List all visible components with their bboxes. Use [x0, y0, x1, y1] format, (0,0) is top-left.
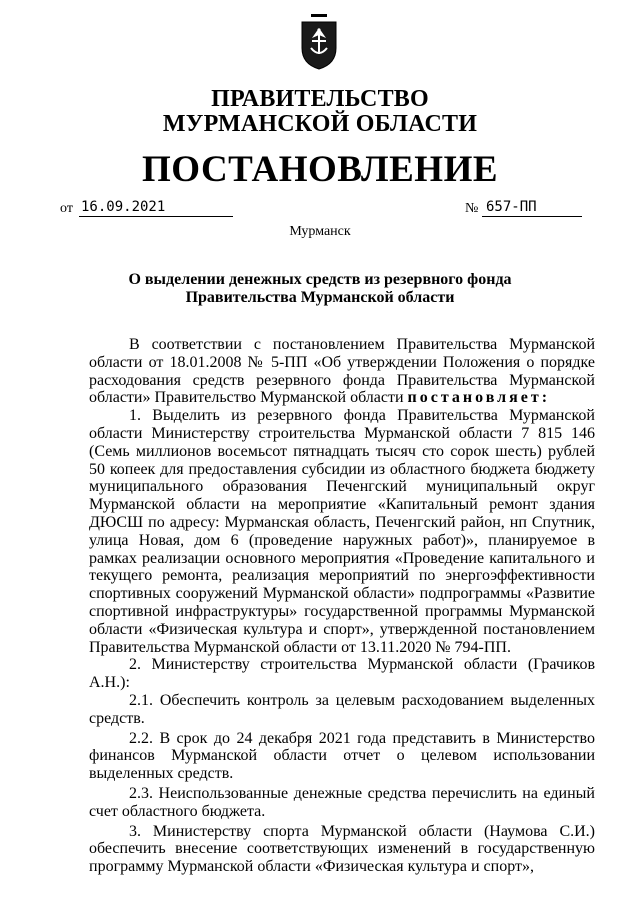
number-sign-label: № — [465, 201, 479, 216]
document-body — [89, 336, 595, 876]
document-number: 657-ПП — [482, 198, 582, 217]
paragraph-2-1: 2.1. Обеспечить контроль за целевым расходованием выделенных средств. — [89, 691, 595, 727]
date-number-row — [60, 198, 580, 220]
organization-name-line1: ПРАВИТЕЛЬСТВО — [211, 86, 429, 112]
preamble-paragraph — [89, 336, 595, 407]
decree-word: постановляет: — [407, 389, 551, 407]
paragraph-3: 3. Министерству спорта Мурманской области (Наумова С.И.) обеспечить внесение соответствующих изменений в государственную программу Мурманской области «Физическая культура и спорт», — [89, 822, 595, 876]
document-title-line2: Правительства Мурманской области — [185, 289, 455, 306]
paragraph-1: 1. Выделить из резервного фонда Правительства Мурманской области Министерству строительства Мурманской области 7 815 146 (Семь миллионов восемьсот пятнадцать тысяч сто сорок шесть) рублей 50 копеек для предоставления субсидии из областного бюджета бюджету муниципального образования Печенгский муниципальный округ Мурманской области на мероприятие «Капитальный ремонт здания ДЮСШ по адресу: Мурманская область, Печенгский район, нп Спутник, улица Новая, дом 6 (проведение наружных работ)», планируемое в рамках реализации основного мероприятия «Проведение капитального и текущего ремонта, реализация мероприятий по энергоэффективности спортивных сооружений Мурманской области» подпрограммы «Развитие спортивной инфраструктуры» государственной программы Мурманской области «Физическая культура и спорт», утвержденной постановлением Правительства Мурманской области от 13.11.2020 № 794-ПП. — [89, 407, 595, 656]
paragraph-2: 2. Министерству строительства Мурманской области (Грачиков А.Н.): — [89, 656, 595, 692]
coat-of-arms-emblem — [300, 14, 338, 70]
document-date: 16.09.2021 — [79, 198, 233, 217]
paragraph-2-3: 2.3. Неиспользованные денежные средства перечислить на единый счет областного бюджета. — [89, 784, 595, 820]
paragraph-2-2: 2.2. В срок до 24 декабря 2021 года представить в Министерство финансов Мурманской области отчет о целевом использовании выделенных средств. — [89, 729, 595, 783]
organization-name-line2: МУРМАНСКОЙ ОБЛАСТИ — [162, 111, 478, 137]
preamble-text: В соответствии с постановлением Правительства Мурманской области от 18.01.2008 № 5-ПП «Об утверждении Положения о порядке расходования средств резервного фонда Правительства Мурманской области» Правительство Мурманской области — [89, 336, 595, 407]
document-title-line1: О выделении денежных средств из резервного фонда — [128, 271, 512, 288]
date-prefix-label: от — [60, 201, 73, 216]
document-type-heading: ПОСТАНОВЛЕНИЕ — [141, 149, 499, 190]
document-title — [100, 271, 540, 307]
city-name: Мурманск — [289, 224, 351, 239]
